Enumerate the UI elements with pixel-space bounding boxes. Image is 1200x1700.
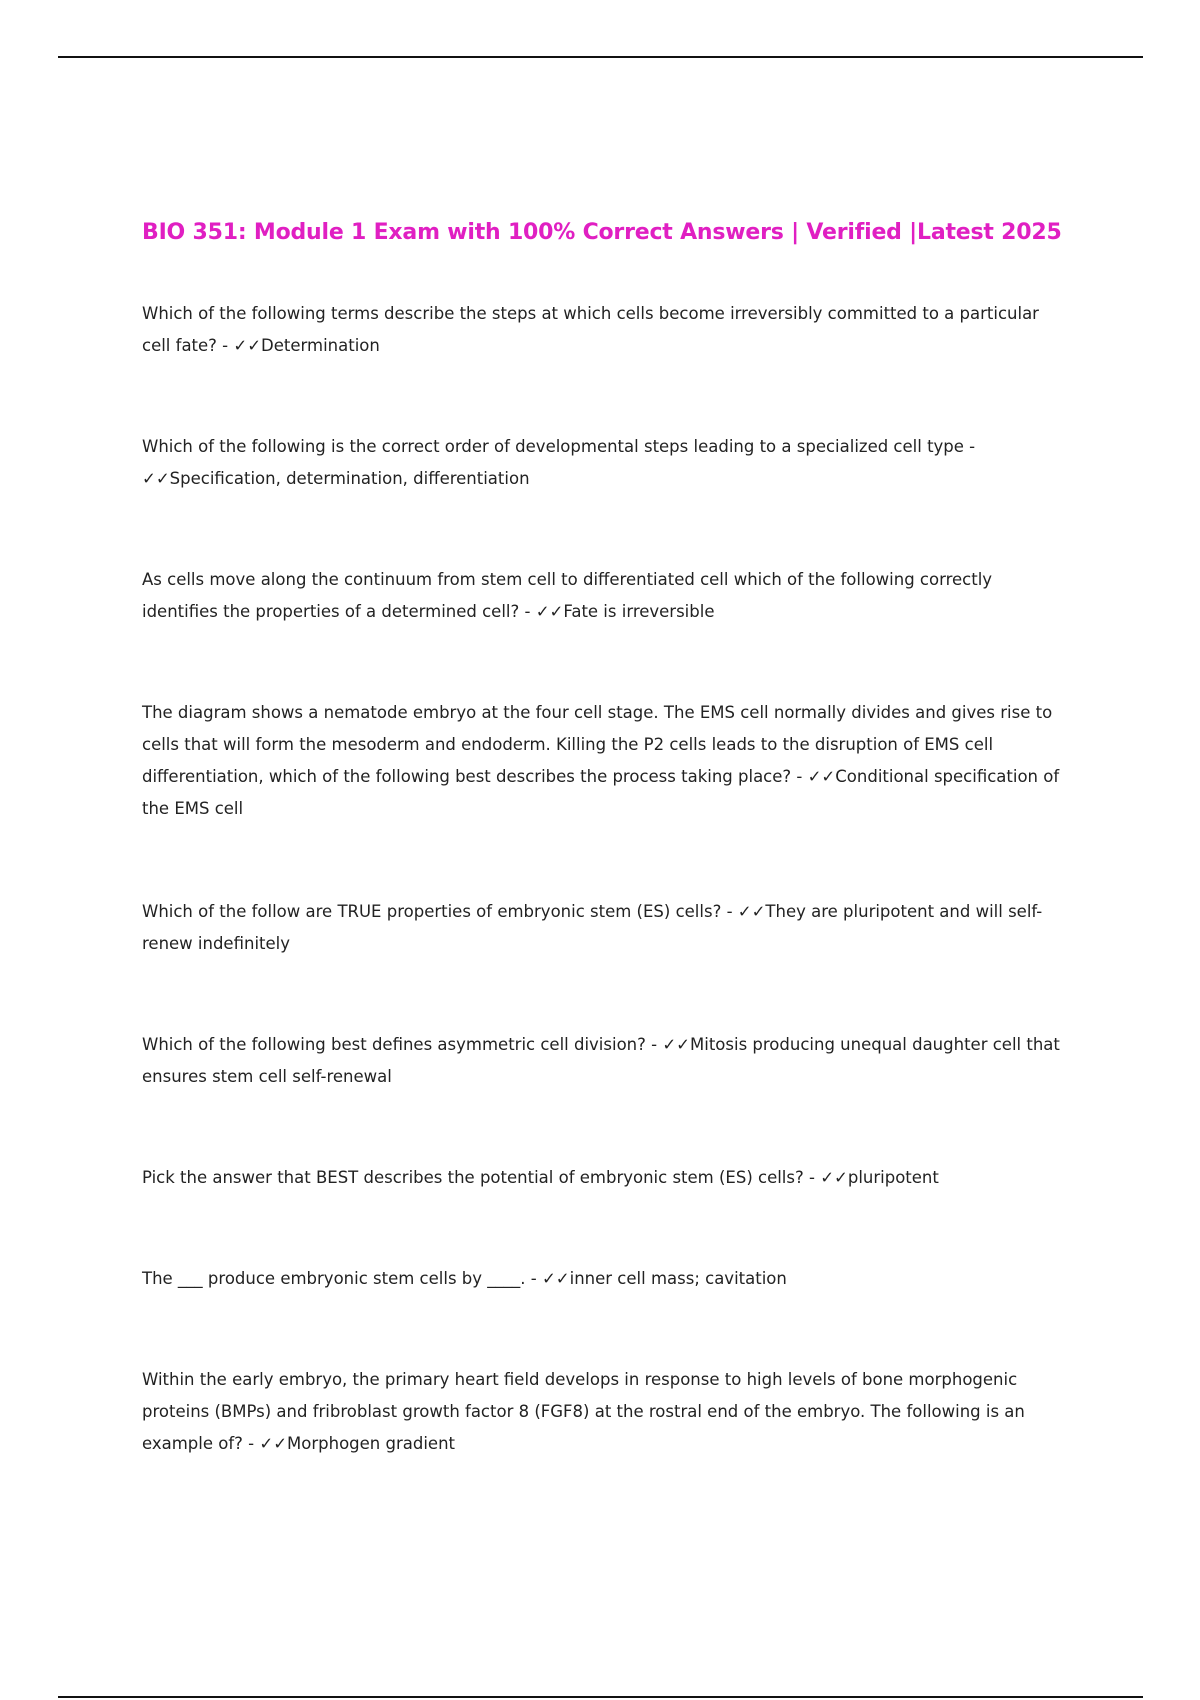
check-icon: ✓✓: [535, 602, 564, 621]
answer-text: Specification, determination, differentiation: [169, 469, 530, 488]
check-icon: ✓✓: [662, 1035, 690, 1054]
answer-text: Mitosis producing unequal daughter cell that ensures stem cell self-renewal: [142, 1035, 1060, 1086]
header-rule: [58, 56, 1143, 58]
answer-text: Conditional specification of the EMS cell: [142, 767, 1060, 818]
question-text: Which of the follow are TRUE properties of embryonic stem (ES) cells? -: [142, 902, 738, 921]
document-title: BIO 351: Module 1 Exam with 100% Correct Answers | Verified |Latest 2025: [142, 220, 1062, 245]
question-text: As cells move along the continuum from stem cell to differentiated cell which of the following correctly identifies the properties of a determined cell? -: [142, 570, 993, 621]
question-text: Which of the following terms describe the steps at which cells become irreversibly committed to a particular cell fate? -: [142, 304, 1039, 355]
qa-item-1: [142, 298, 1062, 362]
qa-item-5: [142, 896, 1062, 960]
check-icon: ✓✓: [233, 336, 262, 355]
answer-text: Determination: [261, 336, 380, 355]
question-text: Which of the following is the correct order of developmental steps leading to a specialized cell type -: [142, 437, 976, 456]
qa-item-4: [142, 697, 1062, 825]
qa-item-3: [142, 564, 1062, 628]
answer-text: pluripotent: [847, 1168, 939, 1187]
document-body: [142, 212, 1062, 1460]
question-text: The ___ produce embryonic stem cells by ____. -: [142, 1269, 542, 1288]
question-text: Pick the answer that BEST describes the potential of embryonic stem (ES) cells? -: [142, 1168, 821, 1187]
check-icon: ✓✓: [820, 1168, 848, 1187]
qa-item-2: [142, 431, 1062, 495]
qa-item-9: [142, 1364, 1062, 1460]
answer-text: Morphogen gradient: [287, 1434, 456, 1453]
question-text: Which of the following best defines asymmetric cell division? -: [142, 1035, 663, 1054]
footer-rule: [58, 1696, 1143, 1698]
check-icon: ✓✓: [807, 767, 836, 786]
qa-item-6: [142, 1029, 1062, 1093]
check-icon: ✓✓: [259, 1434, 288, 1453]
question-text: Within the early embryo, the primary heart field develops in response to high levels of bone morphogenic proteins (BMPs) and fribroblast growth factor 8 (FGF8) at the rostral end of the embryo. The following is an example of? -: [142, 1370, 1025, 1453]
question-text: The diagram shows a nematode embryo at the four cell stage. The EMS cell normally divides and gives rise to cells that will form the mesoderm and endoderm. Killing the P2 cells leads to the disruption of EMS cell differentiation, which of the following best describes the process taking place? -: [142, 703, 1053, 786]
qa-item-7: [142, 1162, 1062, 1194]
check-icon: ✓✓: [737, 902, 766, 921]
answer-text: inner cell mass; cavitation: [569, 1269, 787, 1288]
check-icon: ✓✓: [142, 469, 170, 488]
answer-text: Fate is irreversible: [563, 602, 715, 621]
check-icon: ✓✓: [541, 1269, 570, 1288]
qa-item-8: [142, 1263, 1062, 1295]
answer-text: They are pluripotent and will self-renew indefinitely: [142, 902, 1043, 953]
